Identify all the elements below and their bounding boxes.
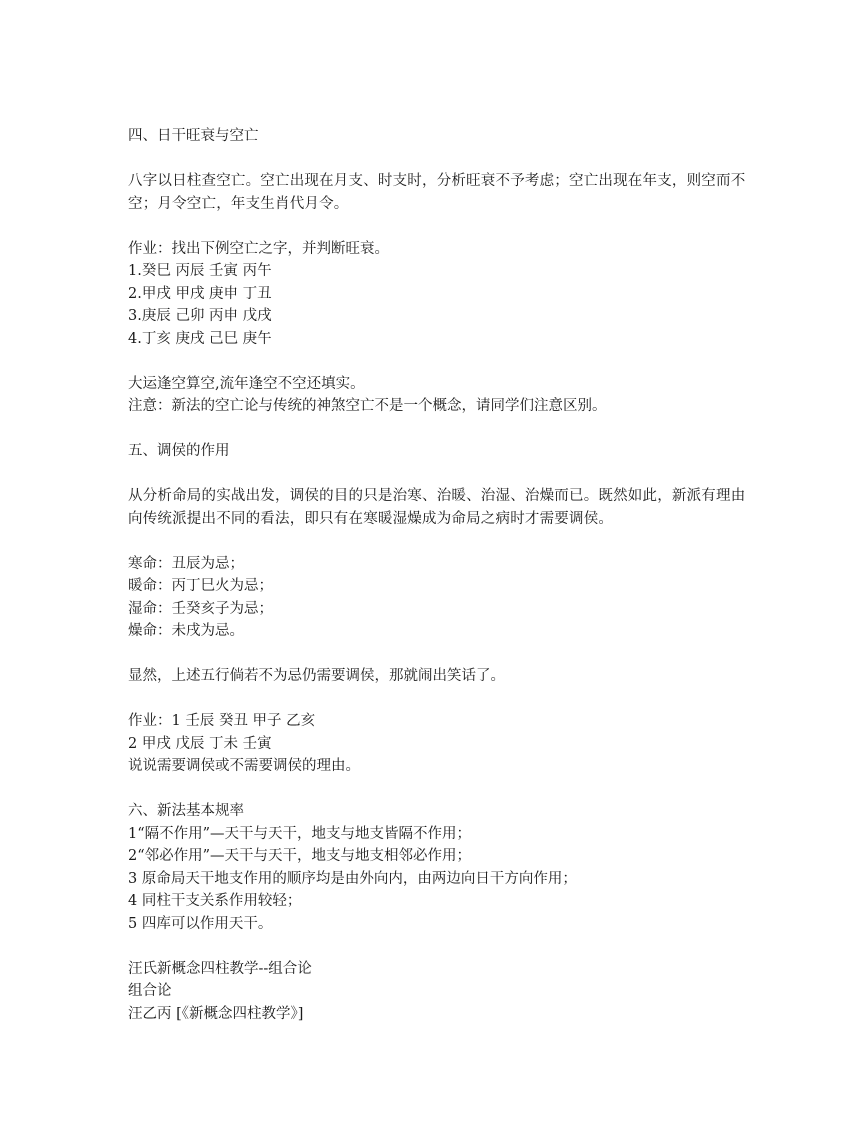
rule-line: 4 同柱干支关系作用较轻； (128, 893, 302, 909)
example-line: 3.庚辰 己卯 丙申 戊戌 (128, 308, 272, 324)
spacer (128, 530, 753, 553)
homework-line: 2 甲戌 戊辰 丁未 壬寅 (128, 735, 272, 752)
section-4-homework-title: 作业：找出下例空亡之字，并判断旺衰。 (128, 240, 389, 257)
rule-line: 湿命：壬癸亥子为忌； (128, 600, 273, 617)
spacer (128, 215, 753, 238)
spacer (128, 688, 753, 711)
spacer (128, 778, 753, 801)
document-body (128, 125, 753, 1025)
homework-line: 作业：1 壬辰 癸丑 甲子 乙亥 (128, 713, 316, 729)
homework-note: 说说需要调侯或不需要调侯的理由。 (128, 758, 360, 774)
section-4-paragraph: 八字以日柱查空亡。空亡出现在月支、时支时，分析旺衰不予考虑；空亡出现在年支，则空而不空；月令空亡，年支生肖代月令。 (128, 173, 746, 212)
section-4-attention-note: 注意：新法的空亡论与传统的神煞空亡不是一个概念，请同学们注意区别。 (128, 398, 607, 414)
example-line: 1.癸巳 丙辰 壬寅 丙午 (128, 263, 272, 279)
rule-line: 寒命：丑辰为忌； (128, 555, 244, 572)
spacer (128, 418, 753, 441)
example-line: 4.丁亥 庚戌 己巳 庚午 (128, 330, 272, 347)
example-line: 2.甲戌 甲戌 庚申 丁丑 (128, 285, 272, 302)
rule-line: 暖命：丙丁巳火为忌； (128, 578, 273, 594)
spacer (128, 643, 753, 666)
footer-author: 汪乙丙 [《新概念四柱教学》] (128, 1005, 304, 1022)
section-5-remark: 显然，上述五行倘若不为忌仍需要调侯，那就闹出笑话了。 (128, 668, 505, 684)
footer-title: 汪氏新概念四柱教学--组合论 (128, 960, 312, 977)
rule-line: 3 原命局天干地支作用的顺序均是由外向内，由两边向日干方向作用； (128, 870, 577, 887)
spacer (128, 350, 753, 373)
spacer (128, 935, 753, 958)
section-5-heading: 五、调侯的作用 (128, 443, 230, 459)
rule-line: 5 四库可以作用天干。 (128, 915, 273, 932)
section-4-note: 大运逢空算空,流年逢空不空还填实。 (128, 375, 365, 392)
rule-line: 1“隔不作用”—天干与天干，地支与地支皆隔不作用； (128, 825, 472, 842)
section-5-paragraph: 从分析命局的实战出发，调侯的目的只是治寒、治暖、治湿、治燥而已。既然如此，新派有理由向传统派提出不同的看法，即只有在寒暖湿燥成为命局之病时才需要调侯。 (128, 488, 746, 527)
rule-line: 燥命：未戌为忌。 (128, 623, 244, 639)
spacer (128, 148, 753, 171)
section-4-heading: 四、日干旺衰与空亡 (128, 128, 259, 144)
section-6-heading: 六、新法基本规率 (128, 803, 244, 819)
spacer (128, 463, 753, 486)
rule-line: 2“邻必作用”—天干与天干，地支与地支相邻必作用； (128, 848, 472, 864)
footer-subtitle: 组合论 (128, 983, 172, 999)
